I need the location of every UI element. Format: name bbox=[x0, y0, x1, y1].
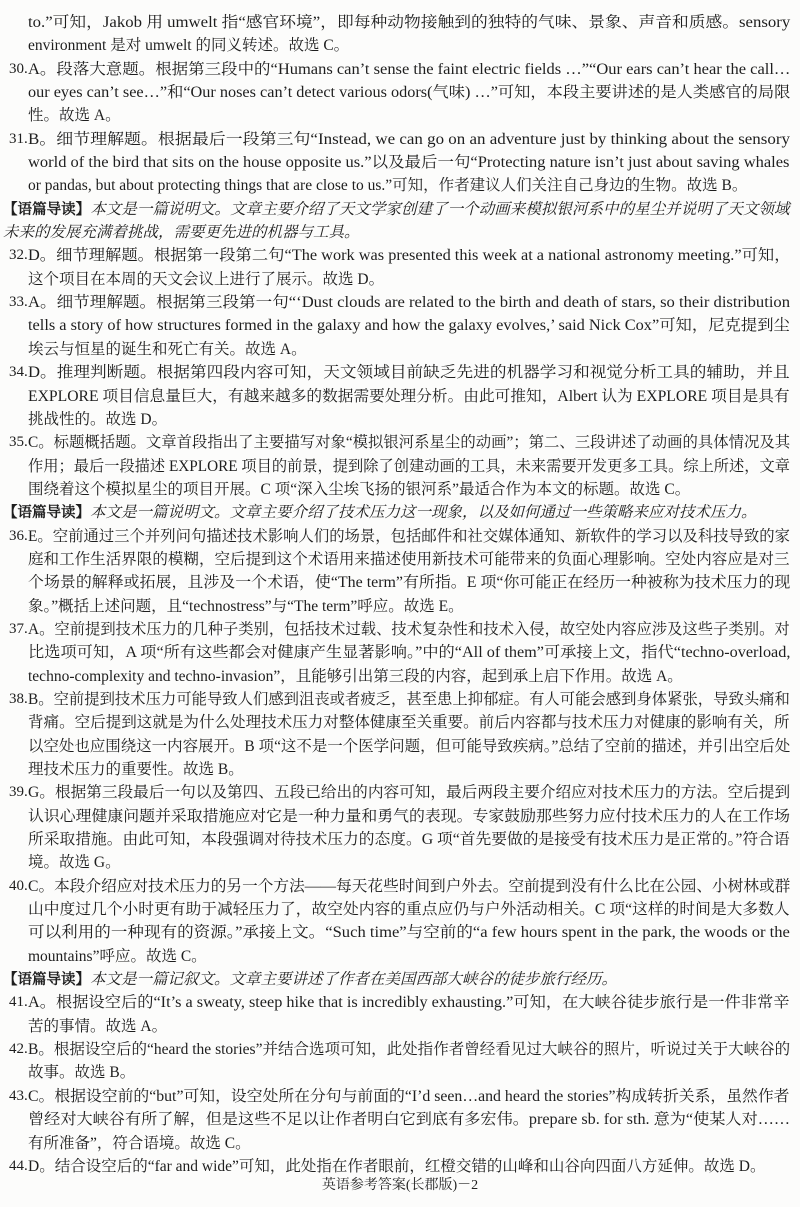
passage-guide-label: 【语篇导读】 bbox=[3, 972, 90, 989]
line-text bbox=[28, 58, 790, 81]
passage-guide bbox=[0, 501, 800, 524]
line-content: 有所准备”，符合语境。故选 C。 bbox=[28, 1134, 251, 1152]
line-text bbox=[28, 478, 690, 501]
line-content: 围绕着这个模拟星尘的项目开展。C 项“深入尘埃飞扬的银河系”最适合作为本文的标题。故选 C。 bbox=[28, 480, 691, 498]
question-number: 41. bbox=[9, 994, 28, 1011]
line-text bbox=[3, 221, 360, 244]
text-line bbox=[28, 1061, 790, 1084]
line-content: 可以利用的一种现有的资源。”承接上文。“Such time”与空前的“a few hours spent in the park, the woods or the bbox=[28, 924, 790, 942]
text-line bbox=[28, 268, 790, 291]
line-text bbox=[28, 1085, 789, 1108]
text-line bbox=[3, 968, 790, 991]
answer-item bbox=[0, 618, 800, 688]
line-text bbox=[28, 431, 790, 454]
line-text bbox=[28, 268, 384, 291]
line-content: 曾经对大峡谷有所了解，但是这些不足以让作者明白它到底有多宏伟。prepare sb. for sth. 意为“使某人对…… bbox=[28, 1111, 791, 1129]
text-line bbox=[28, 385, 790, 408]
answer-item bbox=[0, 244, 800, 291]
line-content: B。空前提到技术压力可能导致人们感到沮丧或者疲乏，甚至患上抑郁症。有人可能会感到身体紧张，导致头痛和 bbox=[28, 690, 790, 708]
line-text bbox=[28, 361, 790, 384]
line-content: techno-complexity and techno-invasion”，且能够引出第三段的内容，起到承上启下作用。故选 A。 bbox=[28, 667, 683, 685]
line-text bbox=[3, 501, 757, 525]
line-text bbox=[28, 571, 790, 594]
text-line bbox=[28, 851, 790, 874]
text-line bbox=[28, 361, 790, 384]
line-content: 未来的发展充满着挑战，需要更先进的机器与工具。 bbox=[3, 223, 360, 242]
question-number: 37. bbox=[9, 620, 28, 637]
text-line bbox=[28, 735, 790, 758]
question-number: 35. bbox=[9, 434, 28, 451]
line-content: 庭和工作生活界限的模糊，空后提到这个术语用来描述使用新技术可能带来的负面心理影响。空处内容应是对三 bbox=[28, 550, 790, 568]
line-content: 本文是一篇说明文。文章主要介绍了技术压力这一现象，以及如何通过一些策略来应对技术压力。 bbox=[90, 503, 757, 522]
line-text bbox=[28, 1108, 790, 1131]
line-text bbox=[28, 1132, 251, 1155]
line-content: C。本段介绍应对技术压力的另一个方法——每天花些时间到户外去。空前提到没有什么比在公园、小树林或群 bbox=[28, 877, 791, 895]
line-content: 个场景的解释或拓展，且涉及一个术语，使“The term”有所指。E 项“你可能正在经历一种被称为技术压力的现 bbox=[28, 574, 791, 592]
text-line bbox=[28, 244, 790, 267]
line-text bbox=[28, 104, 121, 127]
line-content: 故事。故选 B。 bbox=[28, 1064, 136, 1082]
question-number: 33. bbox=[9, 294, 28, 311]
text-line bbox=[28, 128, 790, 151]
text-line bbox=[28, 1085, 790, 1108]
line-text bbox=[28, 244, 791, 267]
text-line bbox=[28, 1015, 790, 1038]
line-content: 作用；最后一段描述 EXPLORE 项目的前景，提到除了创建动画的工具，未来需要开发更多工具。综上所述，文章 bbox=[28, 457, 791, 475]
question-number: 43. bbox=[9, 1087, 28, 1104]
answer-item bbox=[0, 291, 800, 361]
line-text bbox=[28, 991, 790, 1014]
line-text bbox=[3, 968, 617, 992]
text-line bbox=[28, 641, 790, 664]
answer-item bbox=[0, 1038, 800, 1085]
line-text bbox=[3, 198, 790, 222]
line-content: 挑战性的。故选 D。 bbox=[28, 410, 168, 428]
text-line bbox=[3, 221, 790, 244]
line-text bbox=[28, 291, 790, 314]
line-content: 认识心理健康问题并采取措施应对它是一种力量和勇气的表现。专家鼓励那些努力应付技术压力的人在工作场 bbox=[28, 807, 791, 825]
answer-item bbox=[0, 1085, 800, 1155]
question-number: 34. bbox=[9, 364, 28, 381]
text-line bbox=[28, 34, 790, 57]
passage-guide bbox=[0, 198, 800, 245]
line-content: B。细节理解题。根据最后一段第三句“Instead, we can go on an adventure just by thinking about the sensory bbox=[28, 130, 790, 148]
text-line bbox=[28, 338, 790, 361]
text-line bbox=[28, 991, 790, 1014]
line-text bbox=[28, 1061, 135, 1084]
text-line bbox=[28, 595, 790, 618]
line-text bbox=[28, 758, 244, 781]
text-line bbox=[28, 151, 790, 174]
line-content: G。根据第三段最后一句以及第四、五段已给出的内容可知，最后两段主要介绍应对技术压力的方法。空后提到 bbox=[28, 784, 791, 802]
line-text bbox=[28, 525, 790, 548]
passage-guide bbox=[0, 968, 800, 991]
text-line bbox=[28, 58, 790, 81]
line-content: D。细节理解题。根据第一段第二句“The work was presented this week at a national astronomy meeting.”可知， bbox=[28, 247, 791, 265]
line-content: 象。”概括上述问题，且“technostress”与“The term”呼应。故选 E。 bbox=[28, 597, 464, 615]
text-line bbox=[28, 1132, 790, 1155]
text-line bbox=[28, 945, 790, 968]
line-text bbox=[28, 81, 790, 104]
line-text bbox=[28, 688, 790, 711]
text-line bbox=[28, 665, 790, 688]
line-content: 理技术压力的重要性。故选 B。 bbox=[28, 761, 244, 778]
line-text bbox=[28, 875, 790, 898]
line-content: our eyes can’t see…”和“Our noses can’t detect various odors(气味) …”可知，本段主要讲述的是人类感官的局限 bbox=[28, 84, 791, 102]
passage-guide-label: 【语篇导读】 bbox=[3, 201, 91, 218]
question-number: 38. bbox=[9, 690, 28, 707]
text-line bbox=[28, 688, 790, 711]
line-content: EXPLORE 项目信息量巨大，有越来越多的数据需要处理分析。由此可推知，Albert 认为 EXPLORE 项目是具有 bbox=[28, 387, 790, 405]
line-content: B。根据设空后的“heard the stories”并结合选项可知，此处指作者曾经看见过大峡谷的照片，听说过关于大峡谷的 bbox=[28, 1041, 791, 1059]
line-content: tells a story of how structures formed in the galaxy and how the galaxy evolves,’ said Nick Cox”可知，尼克提到尘 bbox=[28, 317, 790, 335]
question-number: 32. bbox=[9, 247, 28, 264]
text-line bbox=[28, 571, 790, 594]
line-content: A。根据设空后的“It’s a sweaty, steep hike that is incredibly exhausting.”可知，在大峡谷徒步旅行是一件非常辛 bbox=[28, 994, 790, 1012]
answer-item bbox=[0, 128, 800, 198]
line-content: 本文是一篇记叙文。文章主要讲述了作者在美国西部大峡谷的徒步旅行经历。 bbox=[90, 970, 618, 989]
text-line bbox=[28, 548, 790, 571]
line-text bbox=[28, 455, 790, 478]
text-line bbox=[28, 314, 790, 337]
line-content: 苦的事情。故选 A。 bbox=[28, 1017, 168, 1035]
line-text bbox=[28, 618, 790, 641]
line-text bbox=[28, 828, 790, 851]
text-line bbox=[28, 711, 790, 734]
question-number: 39. bbox=[9, 784, 28, 801]
text-line bbox=[28, 525, 790, 548]
passage-guide-label: 【语篇导读】 bbox=[3, 505, 90, 522]
line-content: 以空处也应围绕这一内容展开。B 项“这不是一个医学问题，但可能导致疾病。”总结了空前的描述，并引出空后处 bbox=[28, 737, 791, 755]
line-text bbox=[28, 595, 464, 618]
line-content: 埃云与恒星的诞生和死亡有关。故选 A。 bbox=[28, 340, 307, 358]
answer-item bbox=[0, 58, 800, 128]
text-line bbox=[28, 11, 790, 34]
text-line bbox=[28, 455, 790, 478]
text-line bbox=[28, 1108, 790, 1131]
line-text bbox=[28, 11, 790, 34]
text-line bbox=[28, 781, 790, 804]
text-line bbox=[28, 758, 790, 781]
line-text bbox=[28, 128, 790, 151]
text-line bbox=[3, 198, 790, 221]
line-text bbox=[28, 1038, 790, 1061]
question-number: 36. bbox=[9, 527, 28, 544]
text-line bbox=[28, 408, 790, 431]
line-text bbox=[28, 408, 167, 431]
text-line bbox=[28, 805, 790, 828]
text-line bbox=[28, 828, 790, 851]
line-content: A。细节理解题。根据第三段第一句“‘Dust clouds are related to the birth and death of stars, so their distribution bbox=[28, 294, 791, 312]
answer-item bbox=[0, 525, 800, 618]
line-text bbox=[28, 641, 790, 664]
line-text bbox=[28, 314, 790, 337]
line-content: to.”可知，Jakob 用 umwelt 指“感官环境”，即每种动物接触到的独特的气味、景象、声音和质感。sensory bbox=[28, 14, 791, 31]
text-line bbox=[28, 1155, 790, 1178]
text-line bbox=[28, 478, 790, 501]
line-content: 这个项目在本周的天文会议上进行了展示。故选 D。 bbox=[28, 270, 385, 288]
text-line bbox=[28, 81, 790, 104]
line-content: A。段落大意题。根据第三段中的“Humans can’t sense the faint electric fields …”“Our ears can’t hear the call… bbox=[28, 60, 791, 78]
line-content: D。结合设空后的“far and wide”可知，此处指在作者眼前，红橙交错的山峰和山谷向四面八方延伸。故选 D。 bbox=[28, 1157, 766, 1175]
line-content: 山中度过几个小时更有助于减轻压力了，故空处内容的重点应仍与户外活动相关。C 项“这样的时间是大多数人 bbox=[28, 901, 790, 919]
answer-document bbox=[0, 11, 800, 1178]
line-text bbox=[28, 1015, 167, 1038]
text-line bbox=[28, 291, 790, 314]
line-text bbox=[28, 945, 207, 968]
line-text bbox=[28, 385, 790, 408]
line-text bbox=[28, 781, 790, 804]
question-number: 40. bbox=[9, 877, 28, 894]
line-content: mountains”呼应。故选 C。 bbox=[28, 947, 207, 965]
line-content: 背痛。空后提到这就是为什么处理技术压力对整体健康至关重要。前后内容都与技术压力对健康的影响有关，所 bbox=[28, 714, 790, 732]
text-line bbox=[28, 618, 790, 641]
line-content: E。空前通过三个并列问句描述技术影响人们的场景，包括邮件和社交媒体通知、新软件的学习以及科技导致的家 bbox=[28, 527, 790, 545]
line-text bbox=[28, 1155, 766, 1178]
line-content: A。空前提到技术压力的几种子类别，包括技术过载、技术复杂性和技术入侵，故空处内容应涉及这些子类别。对 bbox=[28, 620, 790, 638]
line-content: C。标题概括题。文章首段指出了主要描写对象“模拟银河系星尘的动画”；第二、三段讲述了动画的具体情况及其 bbox=[28, 434, 791, 452]
line-content: 本文是一篇说明文。文章主要介绍了天文学家创建了一个动画来模拟银河系中的星尘并说明了天文领域 bbox=[90, 199, 790, 218]
line-text bbox=[28, 665, 683, 688]
question-number: 42. bbox=[9, 1041, 28, 1058]
line-text bbox=[28, 851, 121, 874]
line-text bbox=[28, 548, 790, 571]
line-content: environment 是对 umwelt 的同义转述。故选 C。 bbox=[28, 37, 350, 55]
question-number: 31. bbox=[9, 130, 28, 147]
text-line bbox=[3, 501, 790, 524]
text-line bbox=[28, 431, 790, 454]
line-content: 境。故选 G。 bbox=[28, 854, 121, 872]
answer-item bbox=[0, 361, 800, 431]
line-text bbox=[28, 898, 790, 921]
line-content: D。推理判断题。根据第四段内容可知，天文领域目前缺乏先进的机器学习和视觉分析工具的辅助，并且 bbox=[28, 364, 790, 382]
line-text bbox=[28, 151, 789, 174]
line-content: 性。故选 A。 bbox=[28, 107, 121, 125]
answer-item bbox=[0, 1155, 800, 1178]
text-line bbox=[28, 921, 790, 944]
line-content: C。根据设空前的“but”可知，设空处所在分句与前面的“I’d seen…and heard the stories”构成转折关系，虽然作者 bbox=[28, 1087, 790, 1105]
line-content: 所采取措施。由此可知，本段强调对待技术压力的态度。G 项“首先要做的是接受有技术压力是正常的。”符合语 bbox=[28, 831, 790, 849]
line-text bbox=[28, 338, 307, 361]
question-number: 44. bbox=[9, 1157, 28, 1174]
answer-item bbox=[0, 781, 800, 874]
answer-item bbox=[0, 875, 800, 968]
question-number: 30. bbox=[9, 60, 28, 77]
line-content: or pandas, but about protecting things that are close to us.”可知，作者建议人们关注自己身边的生物。故选 B。 bbox=[28, 177, 748, 195]
text-line bbox=[28, 174, 790, 197]
line-text bbox=[28, 735, 790, 758]
text-line bbox=[28, 898, 790, 921]
page-footer: 英语参考答案(长郡版)－2 bbox=[321, 1178, 479, 1193]
text-line bbox=[28, 1038, 790, 1061]
answer-item bbox=[0, 991, 800, 1038]
line-content: 比选项可知，A 项“所有这些都会对健康产生显著影响。”中的“All of them”可承接上文，指代“techno-overload, bbox=[28, 644, 791, 662]
text-line bbox=[28, 104, 790, 127]
line-text bbox=[28, 34, 349, 57]
line-text bbox=[28, 921, 790, 944]
answer-continuation bbox=[0, 11, 800, 58]
line-text bbox=[28, 174, 747, 197]
line-text bbox=[28, 711, 790, 734]
answer-item bbox=[0, 688, 800, 781]
line-content: world of the bird that sits on the house opposite us.”以及最后一句“Protecting nature isn’t just about saving whales bbox=[28, 154, 790, 172]
line-text bbox=[28, 805, 790, 828]
answer-item bbox=[0, 431, 800, 501]
text-line bbox=[28, 875, 790, 898]
